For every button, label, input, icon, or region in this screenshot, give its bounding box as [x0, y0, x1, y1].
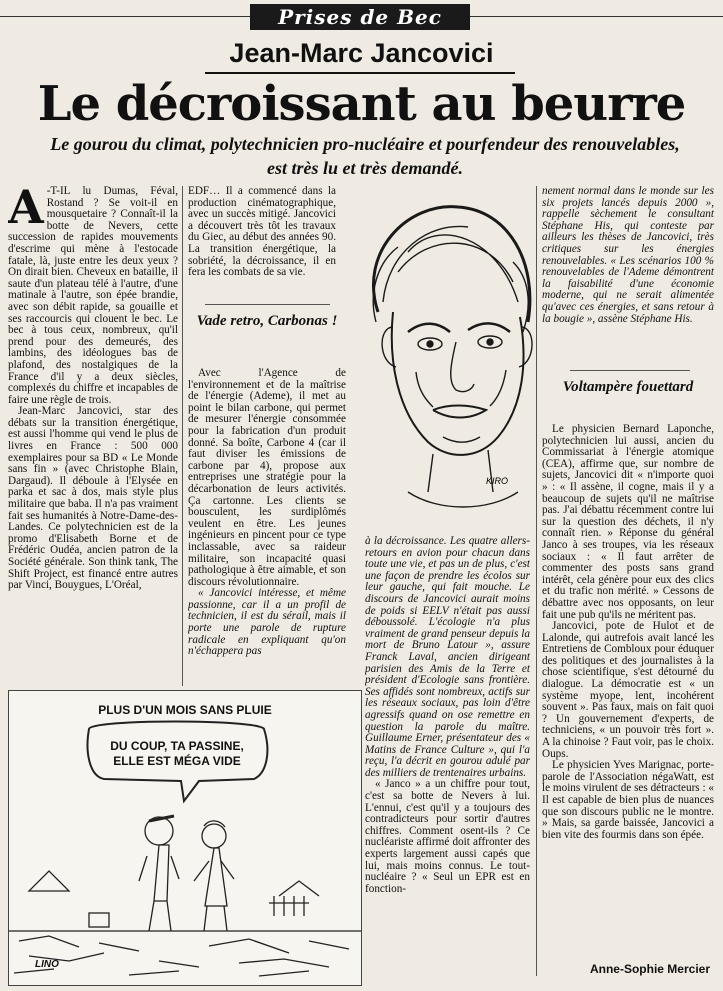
subhead: Voltampère fouettard — [562, 379, 694, 395]
cartoon-title: PLUS D'UN MOIS SANS PLUIE — [98, 703, 272, 717]
subhead-rule — [570, 370, 690, 371]
column-1 — [8, 186, 178, 686]
column-3 — [365, 536, 530, 976]
column-divider — [182, 186, 183, 686]
portrait-signature: KIRO — [486, 476, 509, 486]
column-2-top — [188, 186, 336, 279]
column-4-top — [542, 186, 714, 325]
paragraph: Jean-Marc Jancovici, star des débats sur la transition énergétique, est aussi l'homme qui vend le plus de livres en France : 500 000 exemplaires pour sa BD « Le Monde sans fin » (avec Christophe Blain, Dargaud). Il déboule à l'Elysée en parka et sac à dos, mais style plus militaire que baba. Il n'a pas vraiment fait ses humanités à Notre-Dame-des-Landes. Ce polytechnicien est de la promo d'Elisabeth Borne et de Frédéric Oudéa, ancien patron de la Société générale. Son think tank, The Shift Project, est financé entre autres par Vinci, Bouygues, L'Oréal, — [8, 405, 178, 592]
paragraph: Jancovici, pote de Hulot et de Lalonde, qui autrefois avait lancé les Entretiens de Combloux pour éduquer des politiques et des journalistes à la chose scientifique, s'est détourné du dialogue. La démocratie est « un système myope, lent, incohérent souvent ». Pas faux, mais on fait quoi ? Un gouvernement d'experts, de techniciens, « un pouvoir très fort ». A la chinoise ? Faut voir, pas le choix. Oups. — [542, 620, 714, 760]
cartoon-signature: LINO — [35, 959, 59, 970]
section-rubric: Prises de Bec — [250, 4, 470, 30]
drop-cap: A — [8, 186, 44, 234]
paragraph: « Janco » a un chiffre pour tout, c'est sa botte de Nevers à lui. L'ennui, c'est qu'il y a toujours des contradicteurs pour sortir d'autres chiffres. Comment osent-ils ? Ce nucléariste affirmé doit affronter des experts largement aussi capés que lui, mais moins connus. Le tout-nucléaire ? « Seul un EPR est en fonction- — [365, 778, 530, 895]
paragraph: EDF… Il a commencé dans la production cinématographique, avec un succès mitigé. Jancovici a découvert très tôt les travaux du Giec, au début des années 90. La transition énergétique, la sobriété, la décroissance, il en fera les combats de sa vie. — [188, 185, 336, 279]
speech-bubble-text: DU COUP, TA PASSINE, ELLE EST MÉGA VIDE — [110, 739, 244, 768]
column-divider — [536, 186, 537, 976]
lead-paragraph — [8, 186, 178, 406]
column-4-bottom — [542, 424, 714, 964]
byline: Anne-Sophie Mercier — [589, 962, 710, 976]
paragraph: nement normal dans le monde sur les six projets lancés depuis 2000 », rappelle sèchement le consultant Stéphane His, qui conteste par ailleurs les thèses de Jancovici, très critiques sur les énergies renouvelables. « Les scénarios 100 % renouvelables de l'Ademe démontrent la faisabilité d'une économie moderne, qui ne serait alimentée qu'avec ces énergies, et sans retour à la bougie », assène Stéphane His. — [542, 185, 714, 325]
paragraph-quote: « Jancovici intéresse, et même passionne, car il a un profil de technicien, il est du sérail, mais il porte une parole de rupture radicale en expliquant qu'on n'échappera pas — [188, 587, 346, 658]
deck: Le gourou du climat, polytechnicien pro-nucléaire et pourfendeur des renouvelables, est très lu et très demandé. — [50, 134, 680, 178]
paragraph: Avec l'Agence de l'environnement et de la maîtrise de l'énergie (Ademe), il met au point le bilan carbone, qui permet de mesurer l'énergie consommée pour la fabrication d'un produit donné. Sa boîte, Carbone 4 (car il faut diviser les émissions de carbone par 4), propose aux entreprises une stratégie pour la décarbonation de leurs activités. Ça cartonne. Les clients se bousculent, les surdiplômés veulent en être. Les jeunes ingénieurs en pincent pour ce type inclassable, avec sa raideur militaire, son incapacité quasi pathologique à être aimable, et son discours révolutionnaire. — [188, 368, 346, 588]
headline: Le décroissant au beurre — [37, 76, 686, 132]
article-subject: Jean-Marc Jancovici — [229, 38, 494, 68]
paragraph-quote: à la décroissance. Les quatre allers-retours en avion pour chacun dans toute une vie, et pas un de plus, c'est une façon de prendre les écolos sur leur gauche, qui fait mouche. Le discours de Jancovici aurait moins de poids si EELV n'était pas aussi déboussolé. L'écologie n'a plus vraiment de grand penseur depuis la mort de Bruno Latour », assure Franck Laval, ancien dirigeant parisien des Amis de la Terre et président d'Ecologie sans frontière. Ses affidés sont nombreux, actifs sur les réseaux sociaux, pas loin d'être agressifs quand on ose remettre en question la parole du maître. Guillaume Erner, présentateur des « Matins de France Culture », qui l'a reçu, l'a décrit en gourou adulé par des milliers de trentenaires urbains. — [365, 536, 530, 779]
caricature-portrait — [338, 192, 538, 522]
paragraph-text: -T-IL lu Dumas, Féval, Rostand ? Se voit-il en mousquetaire ? Connaît-il la botte de Nevers, cette succession de rapides mouvements d'escrime qui mène à l'estocade fatale, là, juste entre les deux yeux ? On dirait bien. Cheveux en bataille, il saute d'un plateau télé à l'autre, d'une matinale à l'autre, son épée brandie, avec son débit rapide, sa gouaille et ses raccourcis qui clouent le bec. Le bec à tous ceux, nombreux, qu'il prend pour des demeurés, des lambins, des idéologues bas de plafond, des nostalgiques de la France d'il y a deux siècles, complexés du chiffre et incapables de faire une règle de trois. — [8, 186, 178, 406]
cartoon-drawing — [9, 691, 361, 985]
subhead-rule — [205, 304, 330, 305]
column-2-bottom — [188, 368, 346, 698]
subhead: Vade retro, Carbonas ! — [196, 313, 338, 329]
paragraph: Le physicien Bernard Laponche, polytechnicien lui aussi, ancien du Commissariat à l'énergie atomique (CEA), affirme que, sur nombre de sujets, Jancovici dit « n'importe quoi » : « Il assène, il cogne, mais il y a beaucoup de sujets qu'il ne maîtrise pas. J'ai débattu récemment contre lui sur la question des déchets, il n'y connaît rien. » Réponse du général Janco à ses troupes, via les réseaux sociaux : « Il faut arrêter de commenter des posts sans grand intérêt, cela génère pour eux des clics et du trafic non mérité. » Cessons de débattre avec nos opposants, on leur fait une pub qu'ils ne méritent pas. — [542, 424, 714, 621]
cartoon-panel — [8, 690, 362, 986]
paragraph: Le physicien Yves Marignac, porte-parole de l'Association négaWatt, est le moins virulent de ses détracteurs : « Il est capable de bien plus de nuances que son discours public ne le montre. » Mais, sa garde baissée, Jancovici a bien vite des fourmis dans son épée. — [542, 759, 714, 841]
